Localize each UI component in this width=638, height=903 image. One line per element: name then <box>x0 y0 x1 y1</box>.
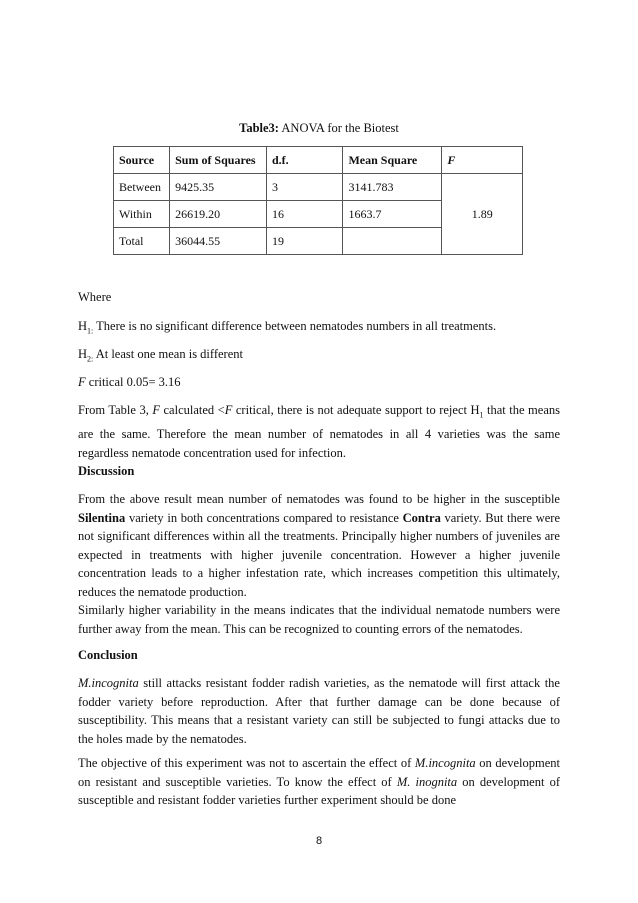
discussion-paragraph-2: Similarly higher variability in the means indicates that the individual nematode numbers were further away from the mean. This can be recognized to counting errors of the nematodes. <box>78 603 560 636</box>
header-mean-square: Mean Square <box>343 147 442 174</box>
cell-df: 3 <box>266 174 342 201</box>
table-caption <box>0 121 638 136</box>
cell-mean-square <box>343 228 442 255</box>
page-number: 8 <box>315 835 323 847</box>
table-caption-text: ANOVA for the Biotest <box>278 121 399 135</box>
hypothesis-h2: $H_{2:}$ At least one mean is different <box>78 347 243 364</box>
cell-mean-square: 3141.783 <box>343 174 442 201</box>
discussion-paragraph-1: From the above result mean number of nematodes was found to be higher in the susceptible Silentina variety in both concentrations compared to resistance Contra variety. But there were not significant differences within all the treatments. Principally higher numbers of juveniles are expected in treatments with higher juvenile concentration. However a higher juvenile concentration leads to a higher infestation rate, which increases competition this ultimately, reduces the nematode production. <box>78 492 560 599</box>
header-source: Source <box>114 147 170 174</box>
header-f: F <box>442 147 523 174</box>
cell-mean-square: 1663.7 <box>343 201 442 228</box>
where-label: Where <box>78 290 112 304</box>
cell-source: Between <box>114 174 170 201</box>
hypothesis-h1: $H_{1:}$ There is no significant difference between nematodes numbers in all treatments. <box>78 319 497 336</box>
cell-sum-of-squares: 9425.35 <box>170 174 267 201</box>
table-header-row <box>114 147 523 174</box>
cell-sum-of-squares: 36044.55 <box>170 228 267 255</box>
table-row <box>114 174 523 201</box>
header-sum-of-squares: Sum of Squares <box>170 147 267 174</box>
result-paragraph: From Table 3, F calculated <F critical, there is not adequate support to reject $H_1$ that the means are the same. Therefore the mean number of nematodes in all 4 varieties was the same regardless nematode concentration used for infection. <box>78 403 560 460</box>
conclusion-paragraph-1: M.incognita still attacks resistant fodder radish varieties, as the nematode will first attack the fodder variety before reproduction. After that further damage can be done because of susceptibility. This means that a resistant variety can still be subjected to fungi attacks due to the holes made by the nematodes. <box>78 676 560 746</box>
header-df: d.f. <box>266 147 342 174</box>
conclusion-paragraph-2: The objective of this experiment was not to ascertain the effect of M.incognita on development on resistant and susceptible varieties. To know the effect of M. inognita on development of susceptible and resistant fodder varieties further experiment should be done <box>78 756 560 807</box>
anova-table <box>113 146 523 255</box>
table-caption-label: Table3: <box>239 121 279 135</box>
f-critical-line: F critical 0.05= 3.16 <box>78 375 181 389</box>
cell-df: 16 <box>266 201 342 228</box>
cell-source: Total <box>114 228 170 255</box>
discussion-heading: Discussion <box>78 464 135 478</box>
conclusion-heading: Conclusion <box>78 648 138 662</box>
cell-f-value: 1.89 <box>442 174 523 255</box>
cell-source: Within <box>114 201 170 228</box>
cell-sum-of-squares: 26619.20 <box>170 201 267 228</box>
cell-df: 19 <box>266 228 342 255</box>
